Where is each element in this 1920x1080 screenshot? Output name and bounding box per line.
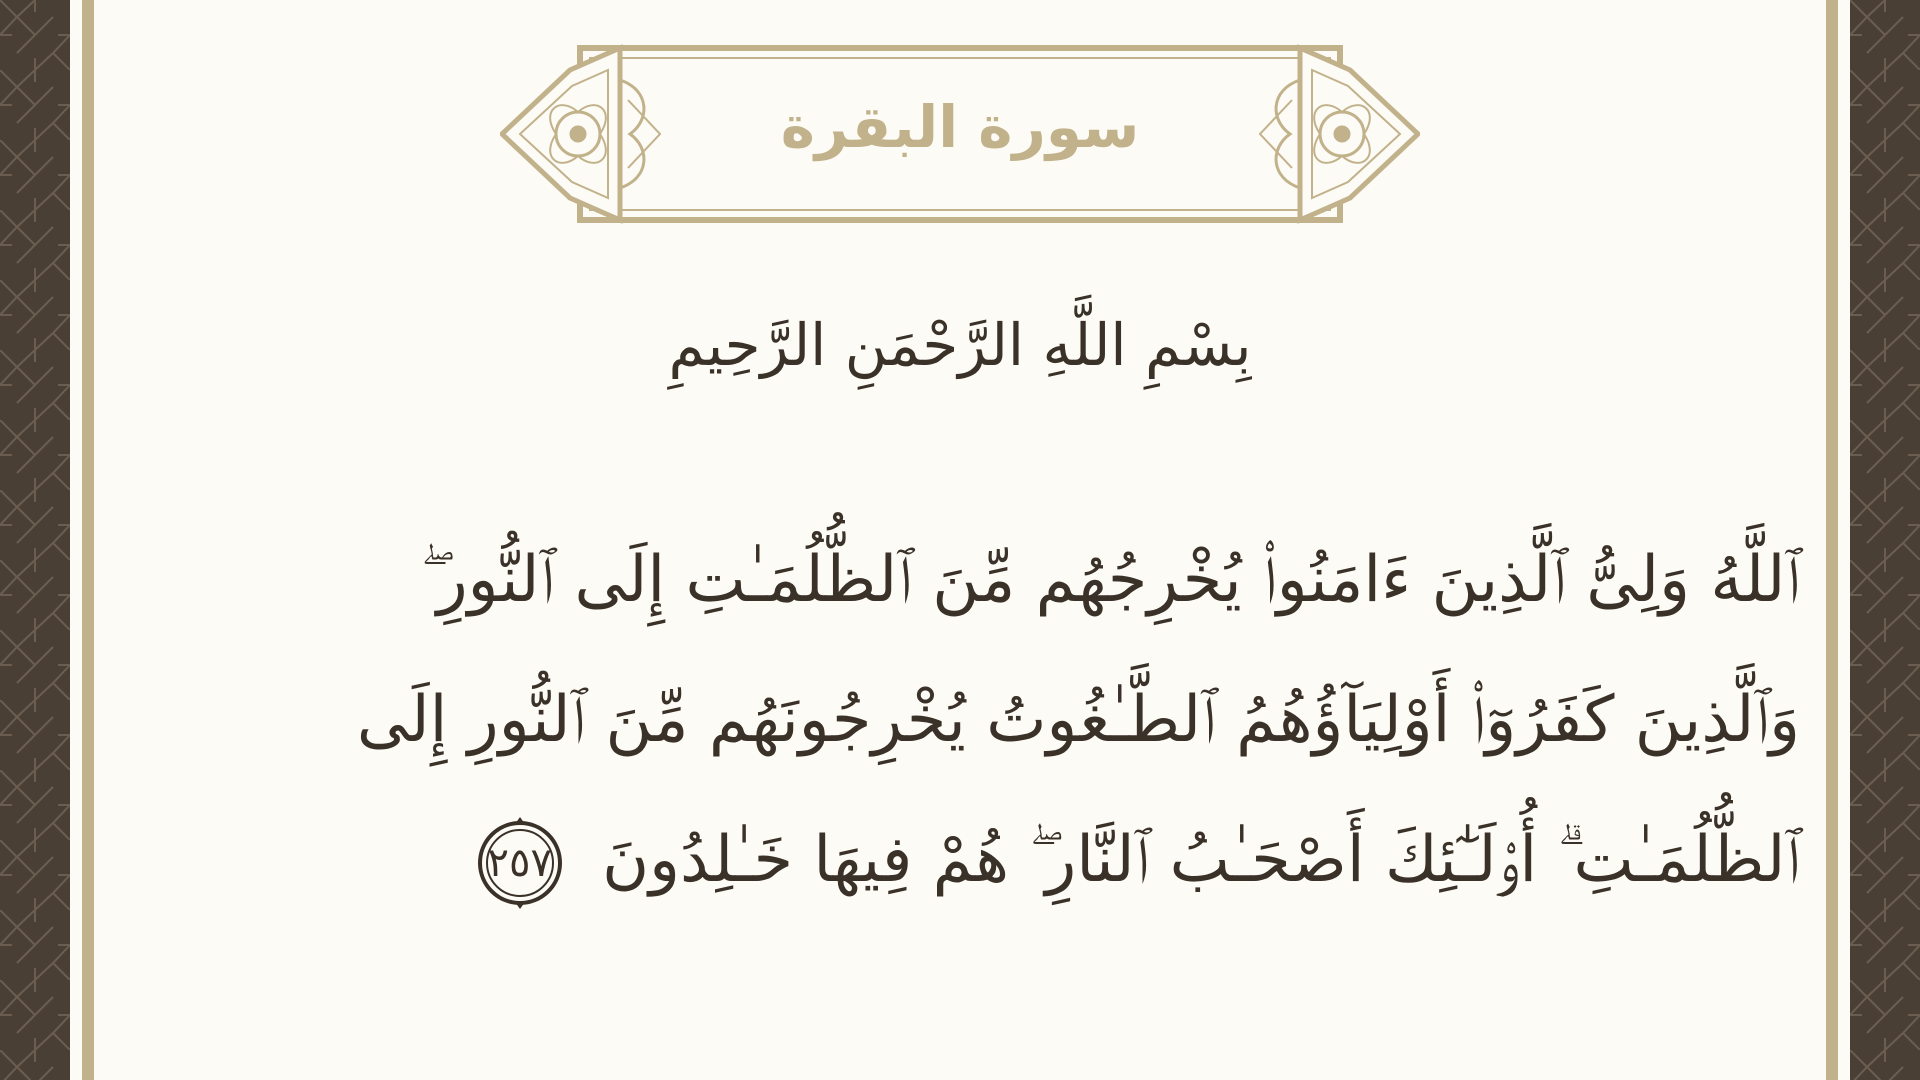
left-gold-rule (82, 0, 94, 1080)
verse-block (280, 510, 1800, 930)
right-gold-rule (1826, 0, 1838, 1080)
verse-text: ٱللَّهُ وَلِىُّ ٱلَّذِينَ ءَامَنُوا۟ يُخْرِجُهُم مِّنَ ٱلظُّلُمَـٰتِ إِلَى ٱلنُّورِ ۖ وَٱلَّذِينَ كَفَرُوٓا۟ أَوْلِيَآؤُهُمُ ٱلطَّـٰغُوتُ يُخْرِجُونَهُم مِّنَ ٱلنُّورِ إِلَى ٱلظُّلُمَـٰتِ ۗ أُو۟لَـٰٓئِكَ أَصْحَـٰبُ ٱلنَّارِ ۖ هُمْ فِيهَا خَـٰلِدُونَ (356, 543, 1800, 897)
surah-title: سورة البقرة (780, 93, 1140, 161)
ayah-marker (472, 815, 568, 911)
left-ornamental-border (0, 0, 70, 1080)
right-ornamental-border (1850, 0, 1920, 1080)
ayah-number: ٢٥٧ (487, 840, 552, 887)
surah-header-frame (500, 40, 1420, 230)
basmala: بِسْمِ اللَّهِ الرَّحْمَنِ الرَّحِيمِ (668, 311, 1252, 379)
geometric-pattern-left (0, 0, 70, 1080)
geometric-pattern-right (1850, 0, 1920, 1080)
